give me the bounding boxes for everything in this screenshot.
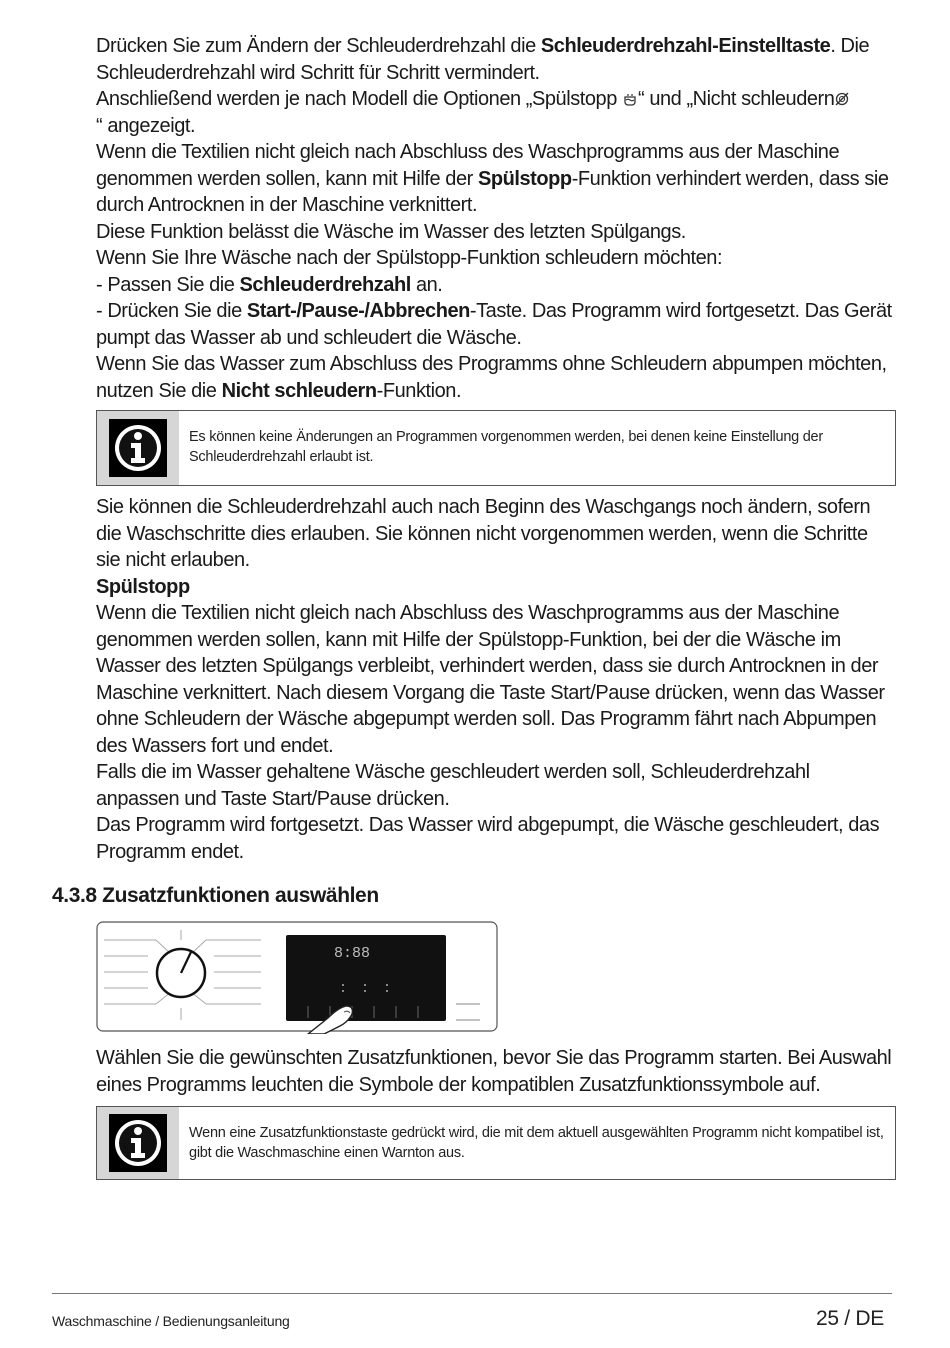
- bold-term: Nicht schleudern: [221, 379, 377, 402]
- text: “ und „Nicht schleudern: [638, 88, 835, 110]
- info-icon: [109, 419, 167, 477]
- info-notice: [96, 410, 896, 486]
- text: -Taste. Das Programm wird fortgesetzt. Das Gerät pumpt das Wasser ab und schleudert die Wäsche.: [96, 300, 892, 349]
- display-readout: 8:88: [334, 945, 371, 962]
- info-icon-cell: [97, 1107, 179, 1179]
- text: Wenn Sie das Wasser zum Abschluss des Programms ohne Schleudern abpumpen möchten, nutzen Sie die: [96, 353, 887, 402]
- text: Anschließend werden je nach Modell die Optionen „Spülstopp: [96, 88, 623, 110]
- text: Wenn die Textilien nicht gleich nach Abschluss des Waschprogramms aus der Maschine genommen werden sollen, kann mit Hilfe der: [96, 141, 840, 190]
- rinse-hold-icon: [622, 88, 638, 110]
- text: - Drücken Sie die: [96, 300, 247, 322]
- text: -Funktion verhindert werden, dass sie durch Antrocknen in der Maschine verknittert.: [96, 167, 889, 216]
- paragraph-function: Diese Funktion belässt die Wäsche im Wasser des letzten Spülgangs.: [96, 220, 686, 243]
- info-icon-cell: [97, 411, 179, 485]
- paragraph-select-options: Wählen Sie die gewünschten Zusatzfunktionen, bevor Sie das Programm starten. Bei Auswahl eines Programms leuchten die Symbole der kompatiblen Zusatzfunktionssymbole auf.: [96, 1047, 892, 1096]
- notice-text: Wenn eine Zusatzfunktionstaste gedrückt wird, die mit dem aktuell ausgewählten Programm nicht kompatibel ist, gibt die Waschmaschine einen Warnton aus.: [189, 1125, 884, 1161]
- text: an.: [410, 273, 443, 296]
- selection-content: [96, 1045, 896, 1188]
- info-notice-warning: [96, 1106, 896, 1180]
- bold-term: Schleuderdrehzahl-Einstelltaste: [540, 35, 831, 57]
- main-content: [96, 33, 896, 865]
- paragraph-options: [96, 86, 896, 139]
- paragraph-spin-after: Wenn Sie Ihre Wäsche nach der Spülstopp-Funktion schleudern möchten:: [96, 247, 723, 269]
- bold-term: Schleuderdrehzahl: [239, 273, 411, 296]
- text: “ angezeigt.: [96, 114, 196, 137]
- section-heading: 4.3.8 Zusatzfunktionen auswählen: [52, 884, 379, 907]
- control-panel-figure: [96, 920, 500, 1039]
- paragraph-rinse-hold: [96, 139, 896, 219]
- text: . Die Schleuderdrehzahl wird Schritt für Schritt vermindert.: [96, 35, 870, 84]
- paragraph-change-spin: Sie können die Schleuderdrehzahl auch nach Beginn des Waschgangs noch ändern, sofern die Waschschritte dies erlauben. Sie können nicht vorgenommen werden, wenn die Schritte sie nicht erlauben.: [96, 496, 871, 571]
- footer-title: Waschmaschine / Bedienungsanleitung: [52, 1313, 290, 1329]
- no-spin-icon: [834, 88, 850, 110]
- bold-term: Spülstopp: [477, 167, 572, 190]
- subheading-rinse-hold: Spülstopp: [96, 575, 190, 598]
- paragraph-spin-adjust: Falls die im Wasser gehaltene Wäsche geschleudert werden soll, Schleuderdrehzahl anpassen und Taste Start/Pause drücken.: [96, 761, 810, 810]
- page-number: 25 / DE: [816, 1307, 884, 1330]
- paragraph-step-2: [96, 298, 896, 351]
- control-panel-illustration: [96, 920, 500, 1034]
- text: - Passen Sie die: [96, 273, 240, 296]
- paragraph-spin-speed: [96, 33, 896, 86]
- paragraph-step-1: [96, 272, 896, 299]
- text: -Funktion.: [376, 379, 462, 402]
- paragraph-program-continue: Das Programm wird fortgesetzt. Das Wasser wird abgepumpt, die Wäsche geschleudert, das Programm endet.: [96, 814, 880, 863]
- bold-term: Start-/Pause-/Abbrechen: [246, 300, 470, 322]
- text: Drücken Sie zum Ändern der Schleuderdrehzahl die: [96, 35, 541, 57]
- notice-text: Es können keine Änderungen an Programmen vorgenommen werden, bei denen keine Einstellung der Schleuderdrehzahl erlaubt ist.: [189, 429, 823, 465]
- info-icon: [109, 1114, 167, 1172]
- paragraph-no-spin: [96, 351, 896, 404]
- paragraph-rinse-hold-detail: Wenn die Textilien nicht gleich nach Abschluss des Waschprogramms aus der Maschine genommen werden sollen, kann mit Hilfe der Spülstopp-Funktion, bei der die Wäsche im Wasser des letzten Spülgangs verbleibt, verhindert werden, dass sie durch Antrocknen in der Maschine verknittert. Nach diesem Vorgang die Taste Start/Pause drücken, wenn das Wasser ohne Schleudern der Wäsche abgepumpt werden soll. Das Programm fährt nach Abpumpen des Wassers fort und endet.: [96, 602, 885, 757]
- footer-divider: [52, 1293, 892, 1294]
